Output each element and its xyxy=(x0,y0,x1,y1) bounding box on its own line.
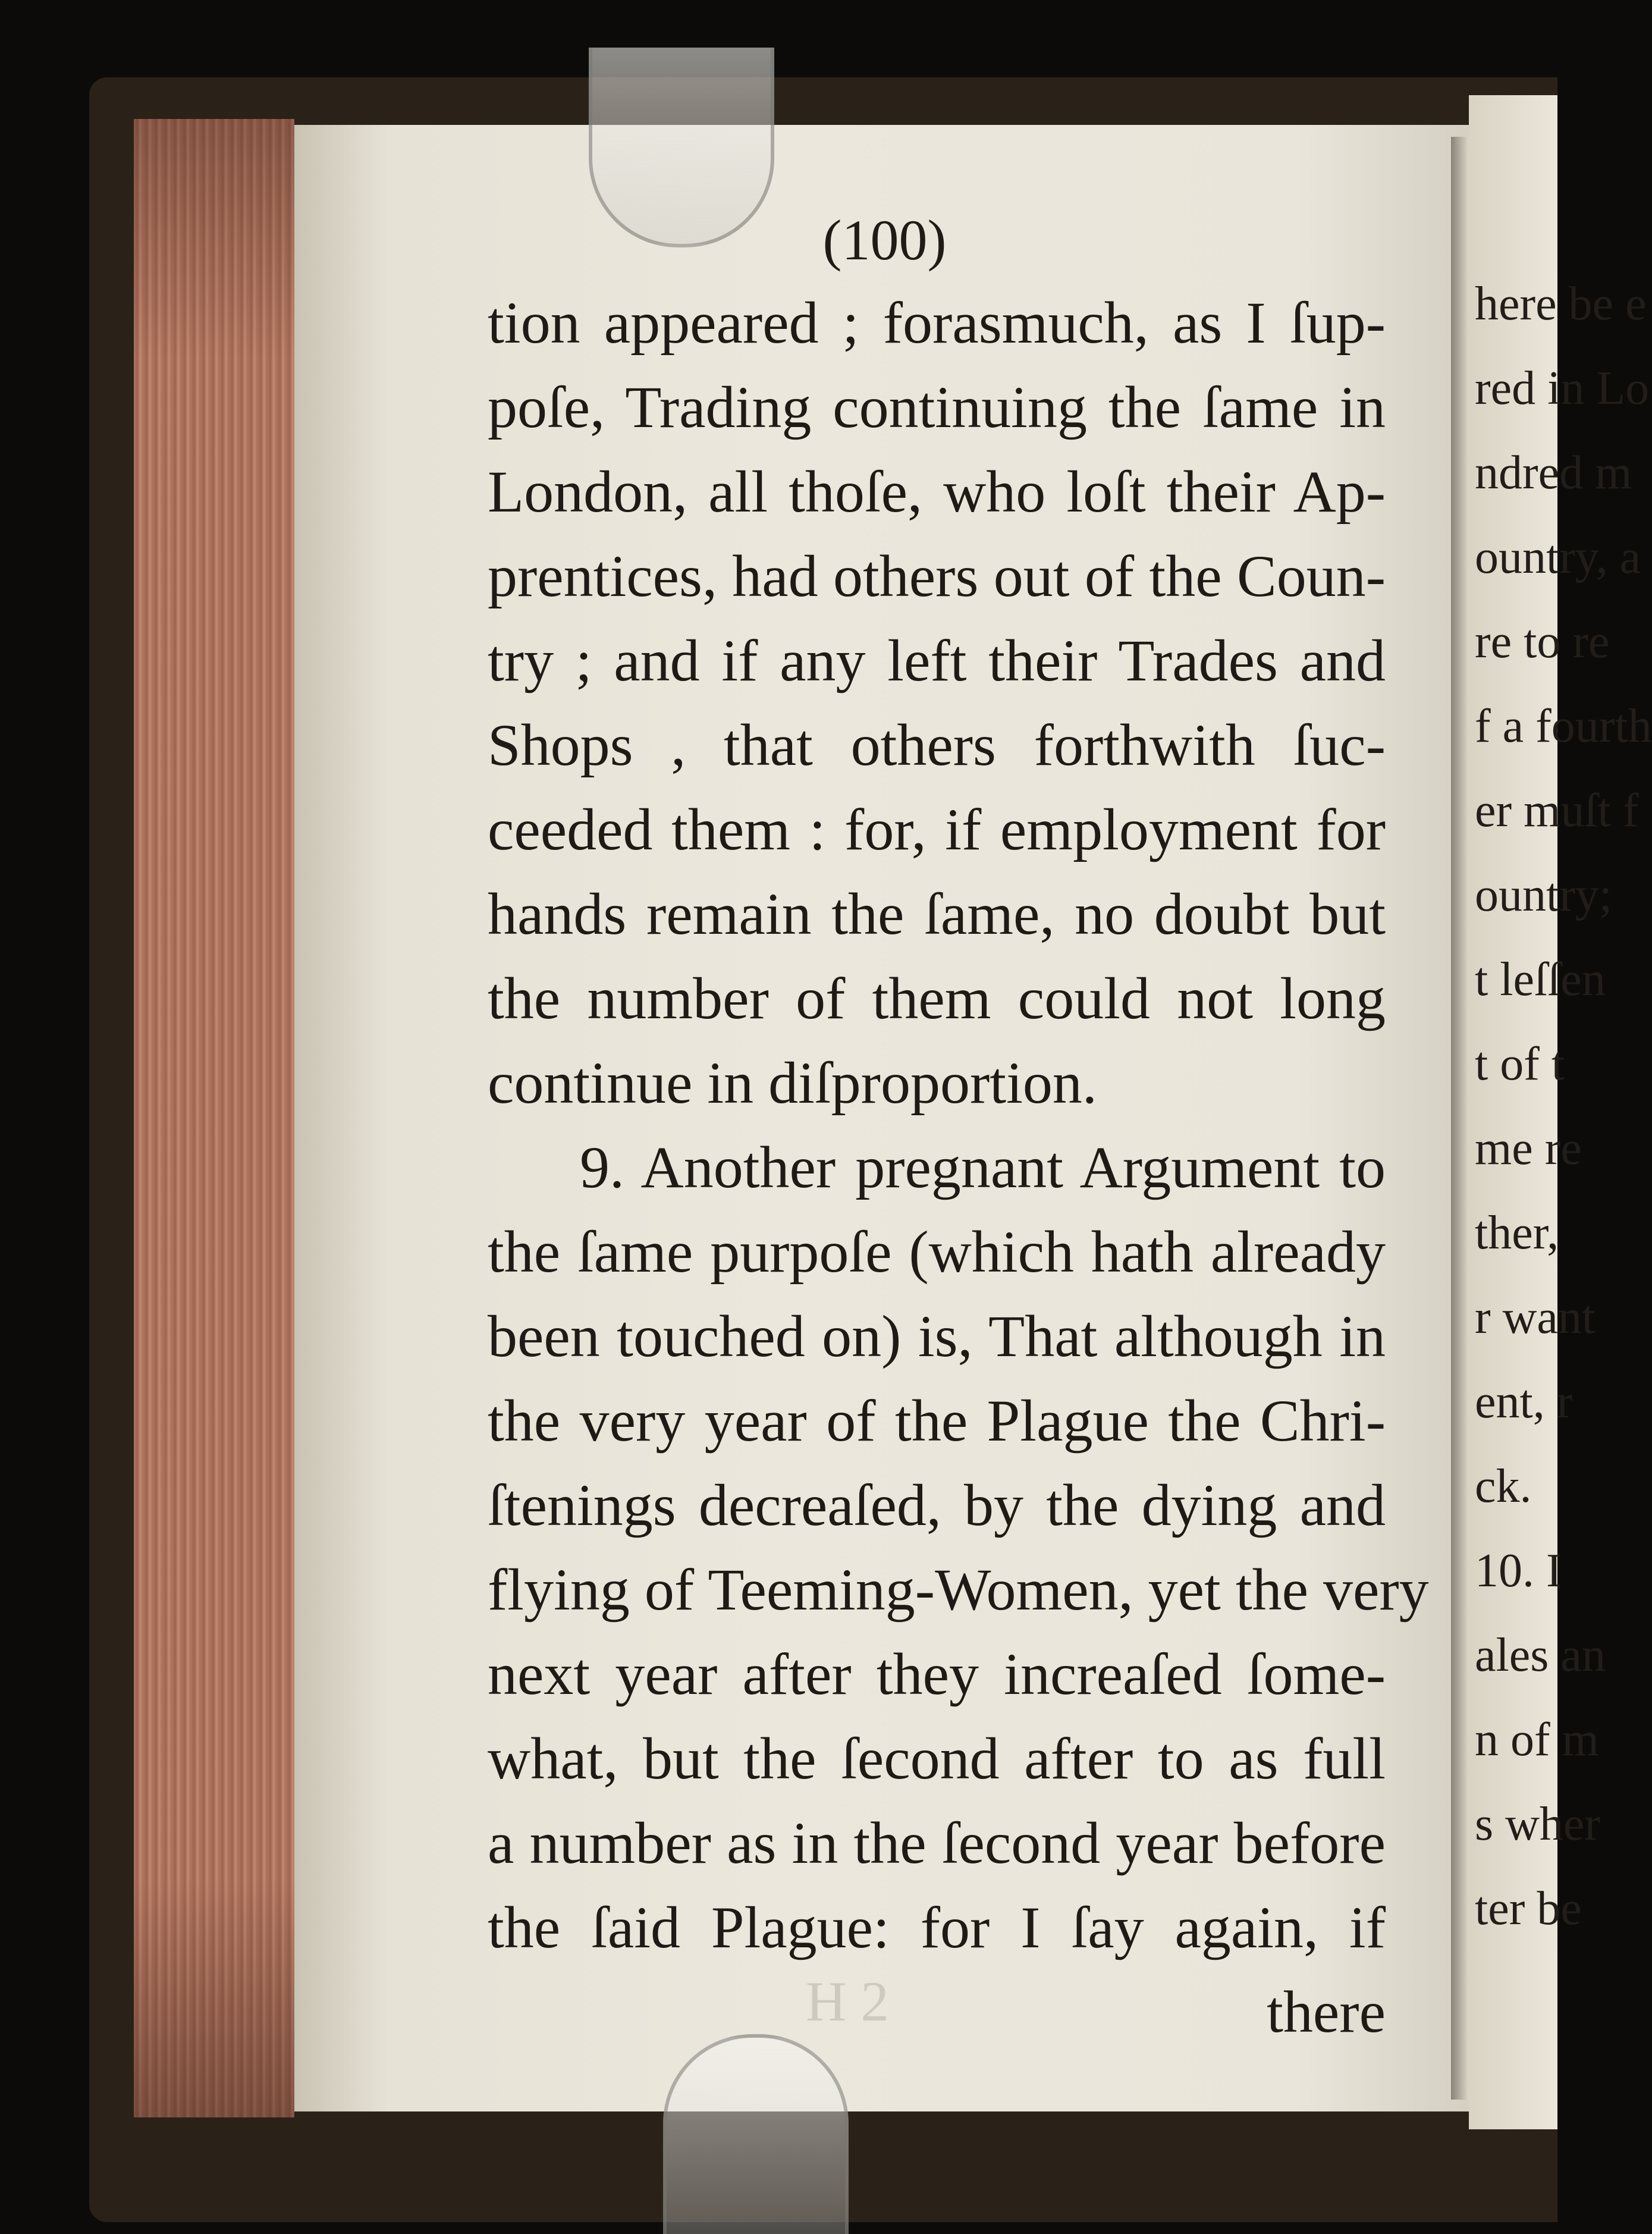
facing-line: ndred m xyxy=(1475,447,1632,499)
text-line: the ſaid Plague: for I ſay again, if xyxy=(488,1894,1386,1960)
facing-line: t leſſen xyxy=(1475,953,1606,1006)
text-line: flying of Teeming-Women, yet the very xyxy=(488,1557,1429,1623)
text-line: what, but the ſecond after to as full xyxy=(488,1725,1386,1791)
facing-line: ales an xyxy=(1475,1629,1606,1681)
page-clip-bottom xyxy=(663,2034,849,2234)
facing-page-text xyxy=(1469,262,1652,1951)
text-line: poſe, Trading continuing the ſame in xyxy=(488,374,1386,440)
text-line: prentices, had others out of the Coun- xyxy=(488,543,1386,609)
page-edges xyxy=(134,119,294,2117)
facing-line: f a fourth xyxy=(1475,700,1652,752)
facing-line: ountry; xyxy=(1475,869,1613,921)
text-line: Shops , that others forthwith ſuc- xyxy=(488,712,1386,778)
facing-line: s wher xyxy=(1475,1798,1601,1850)
facing-line: ountry, a xyxy=(1475,531,1641,583)
signature-text: H 2 xyxy=(806,1970,889,2033)
text-line: a number as in the ſecond year before xyxy=(488,1810,1386,1876)
facing-line: ck. xyxy=(1475,1460,1532,1513)
facing-page xyxy=(1469,95,1652,2129)
left-page xyxy=(294,125,1475,2111)
facing-line: ther, xyxy=(1475,1207,1559,1259)
facing-line: r want xyxy=(1475,1291,1596,1344)
facing-line: ter be xyxy=(1475,1882,1582,1935)
page-number: (100) xyxy=(822,208,947,272)
catchword: there xyxy=(1267,1979,1386,2045)
facing-line: n of m xyxy=(1475,1714,1599,1766)
facing-line: re to re xyxy=(1475,616,1610,668)
text-line: ſtenings decreaſed, by the dying and xyxy=(488,1472,1386,1538)
text-line: hands remain the ſame, no doubt but xyxy=(488,881,1386,947)
facing-line: me re xyxy=(1475,1122,1582,1175)
facing-line: ent, r xyxy=(1475,1376,1573,1428)
signature-mark xyxy=(497,1969,1389,2034)
text-line: tion appeared ; forasmuch, as I ſup- xyxy=(488,290,1386,356)
text-line: been touched on) is, That although in xyxy=(488,1303,1386,1369)
text-line: the very year of the Plague the Chri- xyxy=(488,1388,1386,1454)
page-clip-top xyxy=(589,48,774,247)
facing-line: er muſt f xyxy=(1475,785,1639,837)
text-line: the number of them could not long xyxy=(488,965,1386,1031)
facing-line: t of t xyxy=(1475,1038,1565,1090)
text-line: ceeded them : for, if employment for xyxy=(488,796,1386,862)
text-line: try ; and if any left their Trades and xyxy=(488,627,1386,694)
body-text xyxy=(488,281,1429,2054)
facing-line: 10. I xyxy=(1475,1545,1562,1597)
text-line: London, all thoſe, who loſt their Ap- xyxy=(488,459,1386,525)
text-line: continue in diſproportion. xyxy=(488,1050,1097,1116)
facing-line: red in Lo xyxy=(1475,362,1650,415)
text-line: the ſame purpoſe (which hath already xyxy=(488,1219,1386,1285)
facing-line: here be e xyxy=(1475,278,1647,330)
text-line: 9. Another pregnant Argument to xyxy=(580,1134,1386,1200)
text-line: next year after they increaſed ſome- xyxy=(488,1641,1386,1707)
